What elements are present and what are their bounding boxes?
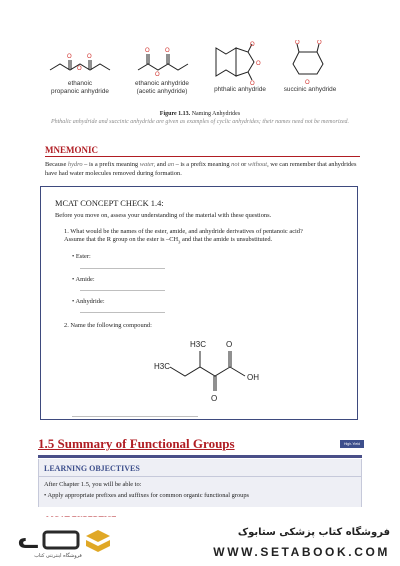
svg-text:O: O bbox=[250, 81, 255, 86]
question-1-line-1: 1. What would be the names of the ester, amide, and anhydride derivatives of pentanoic acid? bbox=[64, 228, 303, 235]
mnemonic-text-part: – is a prefix meaning bbox=[82, 161, 140, 168]
mnemonic-term: without bbox=[247, 161, 268, 168]
svg-text:O: O bbox=[87, 54, 92, 60]
question-1 bbox=[64, 228, 354, 246]
mnemonic-text-part: Because bbox=[45, 161, 68, 168]
molecule-acetic-anhydride bbox=[122, 40, 202, 96]
mnemonic-term: hydro bbox=[67, 161, 83, 168]
answer-line-q2[interactable] bbox=[72, 416, 198, 417]
svg-text:O: O bbox=[165, 48, 170, 54]
svg-text:O: O bbox=[256, 61, 261, 67]
mnemonic-term: not bbox=[231, 161, 240, 168]
answer-line-anhydride[interactable] bbox=[80, 312, 165, 313]
figure-number: Figure 1.13. bbox=[159, 111, 191, 117]
molecule-label: phthalic anhydride bbox=[214, 86, 266, 93]
question-1-line-2 bbox=[64, 236, 354, 246]
propanoic-anhydride-structure bbox=[45, 40, 115, 80]
svg-text:O: O bbox=[226, 340, 233, 349]
shop-url-link[interactable]: WWW.SETABOOK.COM bbox=[213, 545, 390, 559]
mnemonic-divider bbox=[45, 156, 360, 157]
svg-text:O: O bbox=[145, 48, 150, 54]
question-2: 2. Name the following compound: bbox=[64, 322, 152, 329]
bullet-anhydride: • Anhydride: bbox=[72, 298, 105, 305]
figure-caption bbox=[30, 110, 370, 126]
keto-acid-structure bbox=[150, 335, 270, 405]
molecule-label: ethanoic bbox=[67, 80, 93, 87]
setabook-logo-icon bbox=[14, 526, 124, 554]
mnemonic-term: an bbox=[167, 161, 175, 168]
bullet-label: Ester: bbox=[75, 253, 91, 260]
svg-text:O: O bbox=[317, 40, 322, 46]
figure-title: Naming Anhydrides bbox=[191, 111, 241, 117]
svg-text:O: O bbox=[305, 80, 310, 86]
bullet-label: Anhydride: bbox=[75, 298, 105, 305]
succinic-anhydride-structure bbox=[285, 40, 335, 86]
svg-text:O: O bbox=[155, 72, 160, 78]
bullet-amide: • Amide: bbox=[72, 276, 95, 283]
molecule-succinic-anhydride bbox=[270, 40, 350, 94]
learning-objective-text: Apply appropriate prefixes and suffixes for common organic functional groups bbox=[47, 492, 250, 499]
mnemonic-text-part: – is a prefix meaning bbox=[174, 161, 232, 168]
logo-tagline: فروشگاه اینترنتی کتاب bbox=[34, 553, 82, 559]
molecule-label: propanoic anhydride bbox=[51, 88, 109, 95]
section-title: 1.5 Summary of Functional Groups bbox=[38, 436, 235, 451]
learning-objectives-intro: After Chapter 1.5, you will be able to: bbox=[44, 481, 142, 488]
figure-description: Phthalic anhydride and succinic anhydride are given as examples of cyclic anhydrides; their names need not be memorized. bbox=[50, 119, 350, 125]
shop-name: فروشگاه کتاب پزشکی ستابوک bbox=[237, 527, 390, 538]
high-yield-badge: High-Yield bbox=[340, 440, 364, 448]
methyl-label-top: H3C bbox=[190, 340, 207, 349]
molecule-label: succinic anhydride bbox=[283, 86, 337, 93]
answer-line-amide[interactable] bbox=[80, 290, 165, 291]
learning-objectives-title: LEARNING OBJECTIVES bbox=[44, 464, 140, 473]
svg-text:ᓚ: ᓚ bbox=[18, 529, 39, 554]
question-1-text: Assume that the R group on the ester is –CH bbox=[64, 236, 179, 243]
svg-text:O: O bbox=[77, 66, 82, 72]
phthalic-anhydride-structure bbox=[210, 40, 270, 86]
molecule-label: ethanoic anhydride bbox=[134, 80, 189, 87]
mnemonic-title: MNEMONIC bbox=[45, 145, 98, 155]
learning-objective-item: • Apply appropriate prefixes and suffixes for common organic functional groups bbox=[44, 492, 250, 499]
mnemonic-text-part: , we can remember that anhydrides have had water molecules removed during formation. bbox=[45, 161, 357, 177]
molecule-label: (acetic anhydride) bbox=[136, 88, 188, 95]
svg-text:O: O bbox=[67, 54, 72, 60]
methyl-label-left: H3C bbox=[154, 362, 171, 371]
bullet-ester: • Ester: bbox=[72, 253, 91, 260]
mnemonic-text-part: and bbox=[155, 161, 168, 168]
concept-check-title: MCAT CONCEPT CHECK 1.4: bbox=[55, 199, 164, 208]
svg-text:O: O bbox=[211, 394, 218, 403]
molecule-propanoic-anhydride bbox=[40, 40, 120, 96]
svg-text:O: O bbox=[250, 42, 255, 48]
mnemonic-text-part: or bbox=[239, 161, 248, 168]
section-divider bbox=[38, 455, 362, 458]
concept-check-intro: Before you move on, assess your understanding of the material with these questions. bbox=[55, 212, 272, 219]
bullet-label: Amide: bbox=[75, 276, 95, 283]
acetic-anhydride-structure bbox=[132, 40, 192, 80]
question-1-text: and that the amide is unsubstituted. bbox=[180, 236, 273, 243]
hydroxyl-label: OH bbox=[247, 373, 259, 382]
answer-line-ester[interactable] bbox=[80, 268, 165, 269]
svg-text:O: O bbox=[295, 40, 300, 46]
mnemonic-term: water, bbox=[139, 161, 156, 168]
mnemonic-text bbox=[45, 160, 363, 178]
learning-objectives-divider bbox=[38, 476, 362, 477]
subscript: 3 bbox=[178, 239, 181, 245]
molecule-phthalic-anhydride bbox=[200, 40, 280, 94]
